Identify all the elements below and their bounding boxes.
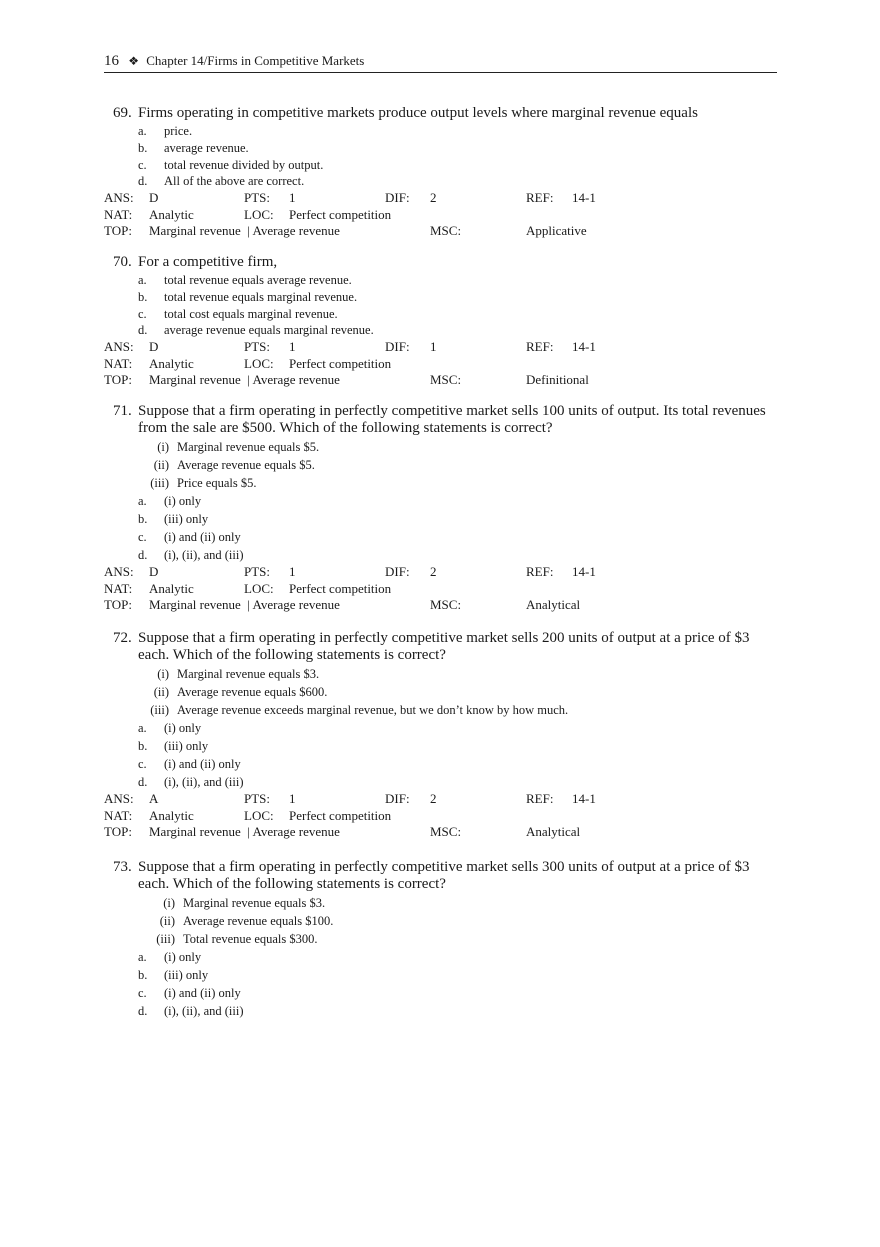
ref-value: 14-1 (572, 190, 596, 206)
statement-item (104, 665, 784, 683)
option-text: (i), (ii), and (iii) (164, 548, 244, 562)
ans-label: ANS: (104, 791, 134, 806)
option-letter: a. (138, 124, 147, 138)
ref-label: REF: (526, 190, 554, 206)
answer-value: A (149, 791, 159, 806)
top-value: Marginal revenue | Average revenue (149, 223, 340, 239)
question-text: Suppose that a firm operating in perfectly competitive market sells 200 units of output at a price of $3 each. Which of the following statements is correct? (138, 630, 750, 663)
option-text: total cost equals marginal revenue. (164, 306, 338, 321)
statement-text: Marginal revenue equals $3. (177, 667, 320, 681)
answer-option (104, 510, 784, 528)
answer-value: D (149, 339, 159, 355)
pts-label: PTS: (244, 190, 271, 206)
answer-option (104, 492, 784, 510)
option-letter: d. (138, 174, 148, 189)
msc-value: Analytical (526, 597, 581, 612)
answer-option (104, 546, 784, 564)
question-stem (104, 254, 784, 271)
nat-label: NAT: (104, 206, 133, 222)
option-text: average revenue equals marginal revenue. (164, 323, 374, 338)
answer-value: D (149, 564, 159, 579)
question-number: 72. (113, 630, 132, 646)
answer-option (104, 1002, 784, 1020)
chapter-title: Chapter 14/Firms in Competitive Markets (146, 53, 365, 68)
top-label: TOP: (104, 223, 132, 239)
option-letter: d. (138, 548, 148, 562)
dif-label: DIF: (385, 791, 410, 806)
option-text: average revenue. (164, 140, 249, 155)
answer-option (104, 272, 784, 289)
statement-item (104, 701, 784, 719)
question-number: 73. (113, 859, 132, 875)
option-letter: b. (138, 140, 148, 155)
dif-value: 2 (430, 190, 437, 206)
statement-text: Average revenue equals $5. (177, 458, 315, 472)
dif-value: 1 (430, 339, 437, 355)
option-text: (i) only (164, 721, 202, 735)
option-text: (iii) only (164, 968, 209, 982)
answer-option (104, 157, 784, 174)
option-text: (i) only (164, 494, 202, 508)
option-text: (i) and (ii) only (164, 986, 241, 1000)
option-letter: b. (138, 968, 148, 982)
option-letter: a. (138, 273, 147, 287)
pts-value: 1 (289, 564, 296, 579)
dif-value: 2 (430, 791, 437, 806)
question-text: For a competitive firm, (138, 254, 278, 270)
option-text: total revenue equals marginal revenue. (164, 289, 358, 304)
msc-value: Applicative (526, 223, 587, 239)
ref-value: 14-1 (572, 564, 596, 579)
statement-numeral: (i) (157, 440, 169, 454)
option-text: (i), (ii), and (iii) (164, 1004, 244, 1018)
ref-label: REF: (526, 339, 554, 355)
option-letter: a. (138, 721, 147, 735)
option-letter: b. (138, 512, 148, 526)
option-text: (iii) only (164, 512, 209, 526)
msc-label: MSC: (430, 597, 462, 612)
pts-label: PTS: (244, 339, 271, 355)
answer-value: D (149, 190, 159, 206)
question-stem (104, 403, 784, 437)
question-71 (104, 403, 784, 614)
diamond-icon: ❖ (128, 54, 140, 68)
answer-option (104, 719, 784, 737)
answer-option (104, 528, 784, 546)
statement-numeral: (ii) (153, 458, 169, 472)
loc-value: Perfect competition (289, 580, 392, 596)
page-number: 16 (104, 53, 119, 69)
top-label: TOP: (104, 372, 132, 388)
loc-value: Perfect competition (289, 355, 392, 371)
answer-option (104, 140, 784, 157)
top-value: Marginal revenue | Average revenue (149, 597, 340, 612)
top-label: TOP: (104, 824, 132, 839)
statement-text: Average revenue equals $600. (177, 685, 328, 699)
nat-value: Analytic (149, 580, 194, 596)
question-stem (104, 859, 784, 893)
dif-label: DIF: (385, 339, 410, 355)
msc-label: MSC: (430, 372, 462, 388)
question-stem (104, 630, 784, 664)
option-text: total revenue divided by output. (164, 157, 324, 172)
answer-metadata (104, 564, 784, 614)
option-letter: d. (138, 775, 148, 789)
loc-label: LOC: (244, 206, 274, 222)
ref-value: 14-1 (572, 339, 596, 355)
option-letter: c. (138, 530, 147, 544)
ref-label: REF: (526, 791, 554, 806)
statement-text: Average revenue equals $100. (183, 914, 334, 928)
option-letter: b. (138, 289, 148, 304)
answer-option (104, 289, 784, 306)
answer-option (104, 173, 784, 190)
question-70 (104, 254, 784, 389)
ans-label: ANS: (104, 339, 134, 355)
answer-option (104, 948, 784, 966)
option-letter: c. (138, 757, 147, 771)
option-text: (iii) only (164, 739, 209, 753)
answer-option (104, 755, 784, 773)
option-letter: a. (138, 950, 147, 964)
dif-label: DIF: (385, 564, 410, 579)
question-number: 71. (113, 403, 132, 419)
top-value: Marginal revenue | Average revenue (149, 372, 340, 388)
question-69 (104, 105, 784, 240)
answer-option (104, 966, 784, 984)
answer-option (104, 737, 784, 755)
option-text: (i), (ii), and (iii) (164, 775, 244, 789)
question-number: 70. (113, 254, 132, 270)
msc-label: MSC: (430, 223, 462, 239)
ref-value: 14-1 (572, 791, 596, 806)
question-text: Suppose that a firm operating in perfectly competitive market sells 100 units of output. Its total revenues from the sale are $500. Which of the following statements is correct? (138, 403, 766, 436)
ref-label: REF: (526, 564, 554, 579)
pts-label: PTS: (244, 564, 271, 579)
statement-text: Total revenue equals $300. (183, 932, 318, 946)
option-text: (i) and (ii) only (164, 757, 241, 771)
answer-metadata (104, 791, 784, 841)
pts-value: 1 (289, 791, 296, 806)
answer-option (104, 773, 784, 791)
option-letter: b. (138, 739, 148, 753)
question-text: Firms operating in competitive markets produce output levels where marginal revenue equals (138, 105, 698, 121)
nat-label: NAT: (104, 355, 133, 371)
statement-text: Average revenue exceeds marginal revenue, but we don’t know by how much. (177, 703, 569, 717)
option-letter: c. (138, 986, 147, 1000)
page-header (104, 53, 777, 73)
answer-option (104, 984, 784, 1002)
answer-metadata (104, 190, 784, 240)
msc-value: Analytical (526, 824, 581, 839)
statement-numeral: (ii) (159, 914, 175, 928)
loc-label: LOC: (244, 355, 274, 371)
answer-option (104, 306, 784, 323)
nat-label: NAT: (104, 807, 133, 823)
statement-item (104, 912, 784, 930)
option-letter: d. (138, 323, 148, 338)
statement-numeral: (iii) (150, 703, 169, 717)
option-letter: a. (138, 494, 147, 508)
option-text: (i) only (164, 950, 202, 964)
dif-value: 2 (430, 564, 437, 579)
nat-value: Analytic (149, 206, 194, 222)
option-text: total revenue equals average revenue. (164, 273, 352, 287)
loc-value: Perfect competition (289, 807, 392, 823)
dif-label: DIF: (385, 190, 410, 206)
answer-option (104, 123, 784, 140)
statement-numeral: (iii) (156, 932, 175, 946)
loc-label: LOC: (244, 807, 274, 823)
question-number: 69. (113, 105, 132, 121)
nat-label: NAT: (104, 580, 133, 596)
statement-numeral: (ii) (153, 685, 169, 699)
statement-numeral: (i) (157, 667, 169, 681)
option-letter: c. (138, 306, 147, 321)
answer-option (104, 322, 784, 339)
option-text: All of the above are correct. (164, 174, 305, 189)
option-letter: c. (138, 157, 147, 172)
question-text: Suppose that a firm operating in perfectly competitive market sells 300 units of output at a price of $3 each. Which of the following statements is correct? (138, 859, 750, 892)
statement-item (104, 438, 784, 456)
option-text: (i) and (ii) only (164, 530, 241, 544)
nat-value: Analytic (149, 355, 194, 371)
loc-label: LOC: (244, 580, 274, 596)
statement-item (104, 683, 784, 701)
statement-item (104, 474, 784, 492)
option-text: price. (164, 124, 193, 138)
statement-item (104, 930, 784, 948)
pts-value: 1 (289, 190, 296, 206)
pts-label: PTS: (244, 791, 271, 806)
msc-value: Definitional (526, 372, 589, 388)
question-72 (104, 630, 784, 841)
statement-item (104, 456, 784, 474)
statement-text: Price equals $5. (177, 476, 257, 490)
nat-value: Analytic (149, 807, 194, 823)
statement-numeral: (iii) (150, 476, 169, 490)
pts-value: 1 (289, 339, 296, 355)
top-value: Marginal revenue | Average revenue (149, 824, 340, 839)
statement-text: Marginal revenue equals $5. (177, 440, 320, 454)
loc-value: Perfect competition (289, 206, 392, 222)
ans-label: ANS: (104, 564, 134, 579)
statement-text: Marginal revenue equals $3. (183, 896, 326, 910)
option-letter: d. (138, 1004, 148, 1018)
top-label: TOP: (104, 597, 132, 612)
ans-label: ANS: (104, 190, 134, 206)
statement-item (104, 894, 784, 912)
question-73 (104, 859, 784, 1020)
answer-metadata (104, 339, 784, 389)
statement-numeral: (i) (163, 896, 175, 910)
msc-label: MSC: (430, 824, 462, 839)
question-stem (104, 105, 784, 122)
